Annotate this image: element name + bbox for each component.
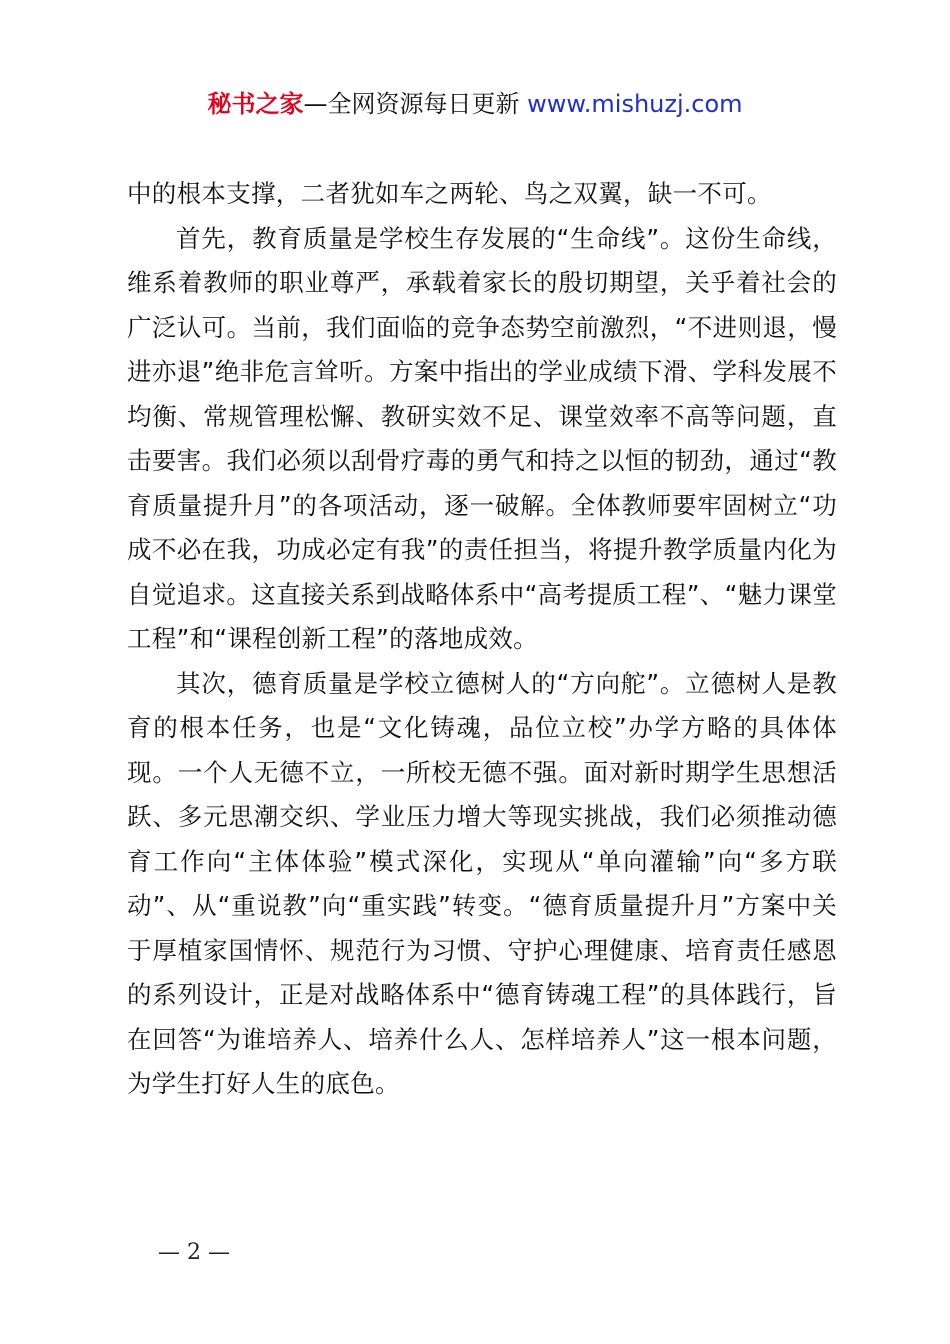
paragraph-moral-education: 其次，德育质量是学校立德树人的“方向舵”。立德树人是教育的根本任务，也是“文化铸魂，品位立校”办学方略的具体体现。一个人无德不立，一所校无德不强。面对新时期学生思想活跃、多元思潮交织、学业压力增大等现实挑战，我们必须推动德育工作向“主体体验”模式深化，实现从“单向灌输”向“多方联动”、从“重说教”向“重实践”转变。“德育质量提升月”方案中关于厚植家国情怀、规范行为习惯、守护心理健康、培育责任感恩的系列设计，正是对战略体系中“德育铸魂工程”的具体践行，旨在回答“为谁培养人、培养什么人、怎样培养人”这一根本问题，为学生打好人生的底色。 <box>127 668 837 1098</box>
site-url-link[interactable]: www.mishuzj.com <box>527 90 743 118</box>
brand-name: 秘书之家 <box>207 90 304 118</box>
document-body <box>127 172 837 1107</box>
paragraph-education-quality: 首先，教育质量是学校生存发展的“生命线”。这份生命线，维系着教师的职业尊严，承载着家长的殷切期望，关乎着社会的广泛认可。当前，我们面临的竞争态势空前激烈，“不进则退，慢进亦退”绝非危言耸听。方案中指出的学业成绩下滑、学科发展不均衡、常规管理松懈、教研实效不足、课堂效率不高等问题，直击要害。我们必须以刮骨疗毒的勇气和持之以恒的韧劲，通过“教育质量提升月”的各项活动，逐一破解。全体教师要牢固树立“功成不必在我，功成必定有我”的责任担当，将提升教学质量内化为自觉追求。这直接关系到战略体系中“高考提质工程”、“魅力课堂工程”和“课程创新工程”的落地成效。 <box>127 223 837 653</box>
paragraph-continuation: 中的根本支撑，二者犹如车之两轮、鸟之双翼，缺一不可。 <box>127 179 772 208</box>
page-number: — 2 — <box>158 1240 230 1265</box>
header-slogan: —全网资源每日更新 <box>303 90 520 118</box>
site-header-banner <box>0 86 950 122</box>
